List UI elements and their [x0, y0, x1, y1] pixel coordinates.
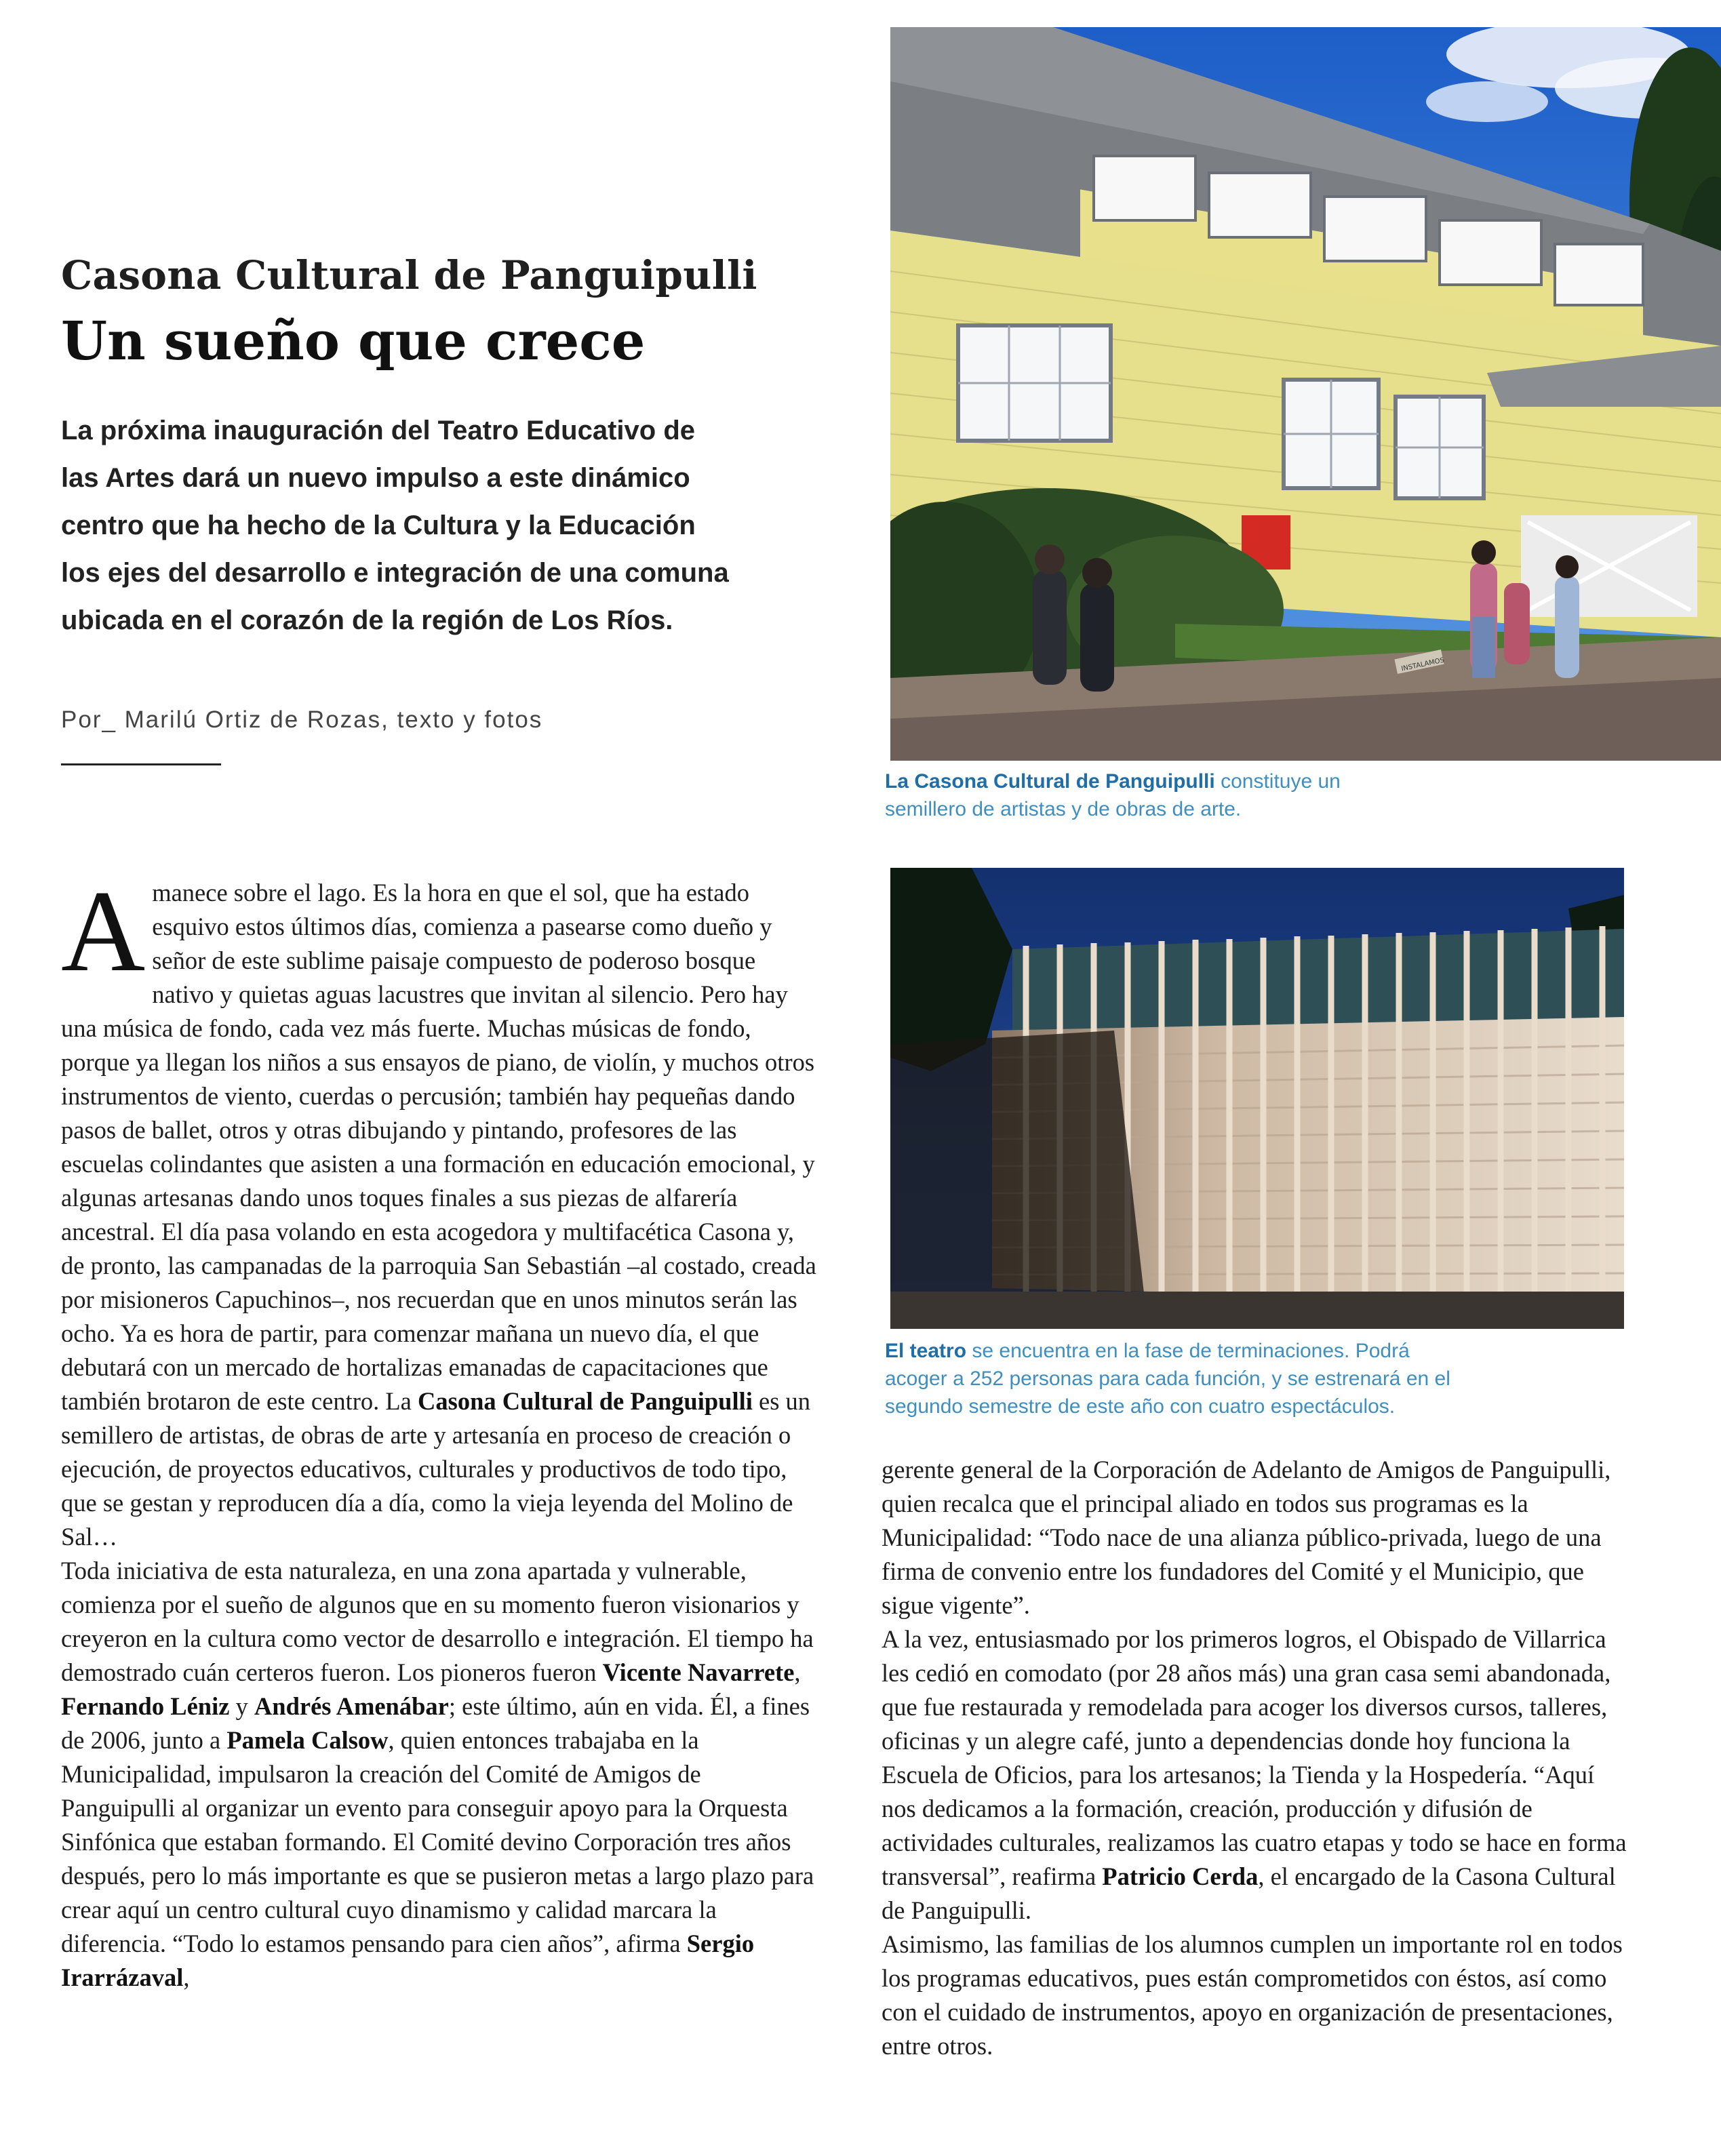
article-byline: Por_ Marilú Ortiz de Rozas, texto y fotos	[61, 706, 543, 733]
paragraph-text: ; este último, aún en vida. Él, a fines de 2006, junto a	[61, 1692, 810, 1754]
paragraph	[61, 867, 817, 1554]
casona-photo-caption	[885, 767, 1360, 823]
casona-photo	[890, 27, 1721, 761]
paragraph-text: ,	[183, 1963, 190, 1991]
caption-bold: El teatro	[885, 1340, 967, 1362]
paragraph: Asimismo, las familias de los alumnos cumplen un importante rol en todos los programas educativos, pues están comprometidos con éstos, así como con el cuidado de instrumentos, apoyo en organización de presentaciones, entre otros.	[882, 1930, 1623, 2060]
theatre-photo-illustration	[890, 868, 1624, 1329]
paragraph-text: y	[229, 1692, 254, 1720]
article-headline: Un sueño que crece	[61, 311, 646, 372]
byline-divider	[61, 763, 221, 765]
bold-name: Sergio Irarrázaval	[61, 1930, 755, 1991]
caption-bold: La Casona Cultural de Panguipulli	[885, 770, 1215, 793]
bold-name: Andrés Amenábar	[254, 1692, 449, 1720]
theatre-photo	[890, 868, 1624, 1329]
bold-name: Vicente Navarrete	[602, 1658, 795, 1686]
bold-name: Fernando Léniz	[61, 1692, 230, 1720]
paragraph	[61, 1554, 817, 1995]
paragraph-text: es un semillero de artistas, de obras de arte y artesanía en proceso de creación o ejecución, de proyectos educativos, culturales y productivos de todo tipo, que se gestan y reproducen día a día, como la vieja leyenda del Molino de Sal…	[61, 1387, 811, 1551]
paragraph-text: Toda iniciativa de esta naturaleza, en una zona apartada y vulnerable, comienza por el sueño de algunos que en su momento fueron visionarios y creyeron en la cultura como vector de desarrollo e integración. El tiempo ha demostrado cuán certeros fueron. Los pioneros fueron	[61, 1557, 814, 1686]
article-lede: La próxima inauguración del Teatro Educativo de las Artes dará un nuevo impulso a este dinámico centro que ha hecho de la Cultura y la Educación los ejes del desarrollo e integración de una comuna ubicada en el corazón de la región de Los Ríos.	[61, 416, 729, 635]
drop-cap: A	[61, 867, 146, 996]
article-kicker: Casona Cultural de Panguipulli	[61, 252, 757, 298]
paragraph-text: , quien entonces trabajaba en la Municipalidad, impulsaron la creación del Comité de Amigos de Panguipulli al organizar un evento para conseguir apoyo para la Orquesta Sinfónica que estaban formando. El Comité devino Corporación tres años después, pero lo más importante es que se pusieron metas a largo plazo para crear aquí un centro cultural cuyo dinamismo y calidad marcara la diferencia. “Todo lo estamos pensando para cien años”, afirma	[61, 1726, 814, 1957]
paragraph-text: A la vez, entusiasmado por los primeros logros, el Obispado de Villarrica les cedió en comodato (por 28 años más) una gran casa semi abandonada, que fue restaurada y remodelada para acoger los diversos cursos, talleres, oficinas y un alegre café, junto a dependencias donde hoy funciona la Escuela de Oficios, para los artesanos; la Tienda y la Hospedería. “Aquí nos dedicamos a la formación, creación, producción y difusión de actividades culturales, realizamos las cuatro etapas y todo se hace en forma transversal”, reafirma	[882, 1625, 1627, 1890]
bold-name: Patricio Cerda	[1102, 1862, 1259, 1890]
caption-text: se encuentra en la fase de terminaciones. Podrá acoger a 252 personas para cada función, y se estrenará en el segundo semestre de este año con cuatro espectáculos.	[885, 1340, 1450, 1418]
body-column-right	[882, 1453, 1634, 2063]
paragraph-text: , el encargado de la Casona Cultural de Panguipulli.	[882, 1862, 1616, 1924]
ground-sign-text: INSTALAMOS	[1400, 656, 1445, 673]
bold-name: Casona Cultural de Panguipulli	[418, 1387, 753, 1415]
caption-text: constituye un semillero de artistas y de obras de arte.	[885, 770, 1341, 820]
paragraph: gerente general de la Corporación de Adelanto de Amigos de Panguipulli, quien recalca que el principal aliado en todos sus programas es la Municipalidad: “Todo nace de una alianza público-privada, luego de una firma de convenio entre los fundadores del Comité y el Municipio, que sigue vigente”.	[882, 1456, 1611, 1619]
casona-photo-illustration	[890, 27, 1721, 761]
body-column-left	[61, 867, 817, 1995]
bold-name: Pamela Calsow	[226, 1726, 389, 1754]
paragraph	[882, 1622, 1634, 1928]
theatre-photo-caption	[885, 1337, 1461, 1420]
paragraph-text: manece sobre el lago. Es la hora en que el sol, que ha estado esquivo estos últimos días, comienza a pasearse como dueño y señor de este sublime paisaje compuesto de poderoso bosque nativo y quietas aguas lacustres que invitan al silencio. Pero hay una música de fondo, cada vez más fuerte. Muchas músicas de fondo, porque ya llegan los niños a sus ensayos de piano, de violín, y muchos otros instrumentos de viento, cuerdas o percusión; también hay pequeñas dando pasos de ballet, otros y otras dibujando y pintando, profesores de las escuelas colindantes que asisten a una formación en educación emocional, y algunas artesanas dando unos toques finales a sus piezas de alfarería ancestral. El día pasa volando en esta acogedora y multifacética Casona y, de pronto, las campanadas de la parroquia San Sebastián –al costado, creada por misioneros Capuchinos–, nos recuerdan que en unos minutos serán las ocho. Ya es hora de partir, para comenzar mañana un nuevo día, el que debutará con un mercado de hortalizas emanadas de capacitaciones que también brotaron de este centro. La	[61, 879, 816, 1415]
paragraph-text: ,	[794, 1658, 801, 1686]
